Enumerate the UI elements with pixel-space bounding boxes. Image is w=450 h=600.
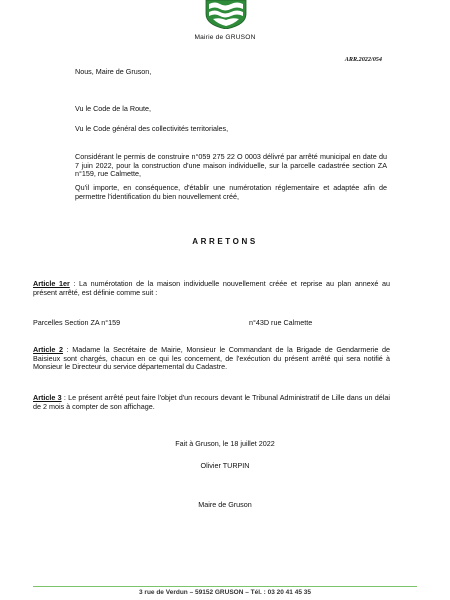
decree-title: ARRETONS [192, 237, 258, 246]
place-and-date: Fait à Gruson, le 18 juillet 2022 [175, 439, 275, 448]
article-1-text: : La numérotation de la maison individuelle nouvellement créée et reprise au plan annexé au présent arrêté, est définie comme suit : [33, 279, 390, 297]
issuer-name: Mairie de GRUSON [194, 34, 256, 41]
article-3-label: Article 3 [33, 393, 62, 402]
visa-territorial-code: Vu le Code général des collectivités territoriales, [75, 124, 229, 133]
signatory-name: Olivier TURPIN [200, 461, 250, 470]
consideration-permit: Considérant le permis de construire n°059 275 22 O 0003 délivré par arrêté municipal en date du 7 juin 2022, pour la construction d'une maison individuelle, sur la parcelle cadastrée section ZA n°159, rue Calmette, [75, 152, 387, 179]
article-2-text: : Madame la Secrétaire de Mairie, Monsieur le Commandant de la Brigade de Gendarmerie de Baisieux sont chargés, chacun en ce qui les concernent, de l'exécution du présent arrêté qui sera notifié à Monsieur le Directeur du service départemental du Cadastre. [33, 345, 390, 372]
parcel-address: n°43D rue Calmette [249, 318, 313, 327]
consideration-numbering: Qu'il importe, en conséquence, d'établir une numérotation réglementaire et adaptée afin de permettre l'identification du bien nouvellement créé, [75, 183, 387, 201]
footer-divider [33, 586, 417, 587]
visa-road-code: Vu le Code de la Route, [75, 104, 152, 113]
municipal-crest-icon [204, 0, 248, 29]
article-3-text: : Le présent arrêté peut faire l'objet d'un recours devant le Tribunal Administratif de Lille dans un délai de 2 mois à compter de son affichage. [33, 393, 390, 411]
article-2 [33, 346, 390, 372]
signatory-role: Maire de Gruson [198, 500, 252, 509]
article-1-label: Article 1er [33, 279, 70, 288]
parcel-section: Parcelles Section ZA n°159 [33, 318, 121, 327]
decree-reference: ARR.2022/054 [344, 56, 382, 63]
article-1 [33, 280, 390, 297]
article-3 [33, 394, 390, 411]
opening-line: Nous, Maire de Gruson, [75, 67, 152, 76]
article-2-label: Article 2 [33, 345, 64, 354]
footer-address: 3 rue de Verdun – 59152 GRUSON – Tél. : 03 20 41 45 35 [139, 589, 311, 596]
